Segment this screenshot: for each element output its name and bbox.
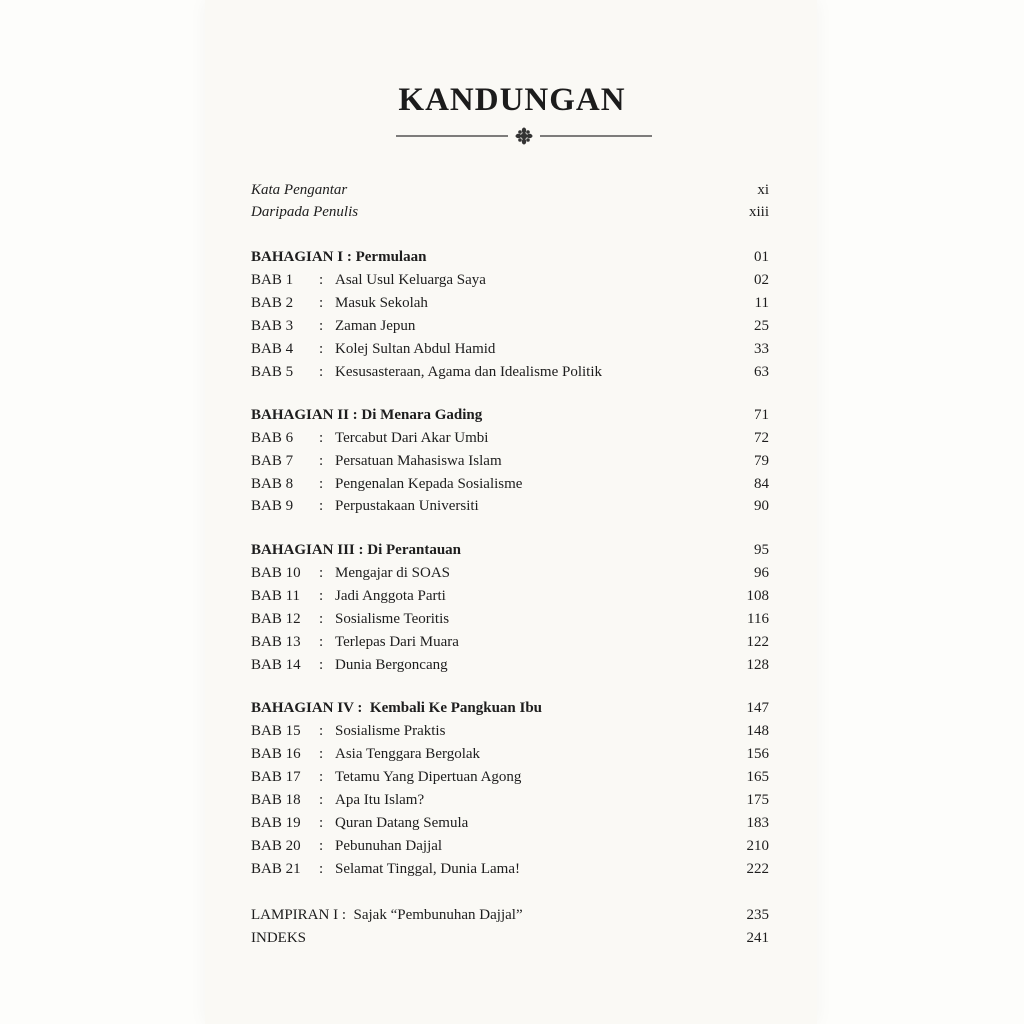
chapter-page: 72 — [754, 430, 769, 446]
separator-colon: : — [319, 723, 324, 739]
separator-colon: : — [319, 634, 324, 650]
toc-chapter-row[interactable] — [251, 495, 769, 517]
toc-chapter-row[interactable] — [251, 361, 769, 383]
toc-chapter-row[interactable] — [251, 292, 769, 314]
chapter-title: Asal Usul Keluarga Saya — [335, 272, 486, 288]
chapter-number: BAB 10 — [251, 565, 301, 581]
toc-chapter-row[interactable] — [251, 631, 769, 653]
separator-colon: : — [319, 364, 324, 380]
chapter-number: BAB 3 — [251, 318, 294, 334]
toc-chapter-row[interactable] — [251, 654, 769, 676]
chapter-number: BAB 9 — [251, 498, 294, 514]
toc-chapter-row[interactable] — [251, 315, 769, 337]
separator-colon: : — [319, 430, 324, 446]
chapter-page: 84 — [754, 476, 769, 492]
chapter-page: 148 — [746, 723, 769, 739]
chapter-page: 108 — [746, 588, 769, 604]
toc-index-row[interactable] — [251, 927, 769, 949]
toc-chapter-row[interactable] — [251, 720, 769, 742]
separator-colon: : — [319, 272, 324, 288]
chapter-page: 128 — [746, 657, 769, 673]
chapter-number: BAB 12 — [251, 611, 301, 627]
chapter-page: 79 — [754, 453, 769, 469]
index-label: INDEKS — [251, 930, 306, 946]
chapter-number: BAB 4 — [251, 341, 294, 357]
separator-colon: : — [319, 341, 324, 357]
chapter-number: BAB 2 — [251, 295, 294, 311]
chapter-page: 90 — [754, 498, 769, 514]
toc-chapter-row[interactable] — [251, 743, 769, 765]
chapter-number: BAB 15 — [251, 723, 301, 739]
chapter-title: Persatuan Mahasiswa Islam — [335, 453, 502, 469]
separator-colon: : — [319, 815, 324, 831]
chapter-number: BAB 11 — [251, 588, 301, 604]
separator-colon: : — [319, 565, 324, 581]
appendix-label: LAMPIRAN I : Sajak “Pembunuhan Dajjal” — [251, 907, 523, 923]
toc-chapter-row[interactable] — [251, 608, 769, 630]
separator-colon: : — [319, 498, 324, 514]
toc-chapter-row[interactable] — [251, 473, 769, 495]
chapter-title: Tetamu Yang Dipertuan Agong — [335, 769, 522, 785]
chapter-number: BAB 8 — [251, 476, 294, 492]
part-heading: BAHAGIAN IV : Kembali Ke Pangkuan Ibu — [251, 700, 543, 716]
chapter-title: Dunia Bergoncang — [335, 657, 448, 673]
chapter-page: 116 — [747, 611, 769, 627]
chapter-title: Selamat Tinggal, Dunia Lama! — [335, 861, 520, 877]
chapter-number: BAB 20 — [251, 838, 301, 854]
chapter-page: 11 — [754, 295, 769, 311]
toc-preface-row[interactable] — [251, 179, 769, 201]
part-page: 95 — [754, 542, 769, 558]
toc-part-heading[interactable] — [251, 697, 769, 719]
chapter-title: Terlepas Dari Muara — [335, 634, 459, 650]
preface-page: xiii — [748, 204, 769, 220]
chapter-title: Masuk Sekolah — [335, 295, 428, 311]
chapter-number: BAB 5 — [251, 364, 294, 380]
part-heading: BAHAGIAN III : Di Perantauan — [251, 542, 462, 558]
separator-colon: : — [319, 588, 324, 604]
toc-chapter-row[interactable] — [251, 766, 769, 788]
preface-label: Kata Pengantar — [251, 182, 348, 198]
chapter-number: BAB 7 — [251, 453, 294, 469]
separator-colon: : — [319, 746, 324, 762]
chapter-title: Apa Itu Islam? — [335, 792, 425, 808]
chapter-page: 183 — [746, 815, 769, 831]
toc-chapter-row[interactable] — [251, 427, 769, 449]
separator-colon: : — [319, 295, 324, 311]
chapter-page: 165 — [746, 769, 769, 785]
chapter-title: Mengajar di SOAS — [335, 565, 450, 581]
toc-chapter-row[interactable] — [251, 812, 769, 834]
toc-chapter-row[interactable] — [251, 789, 769, 811]
preface-page: xi — [757, 182, 769, 198]
separator-colon: : — [319, 657, 324, 673]
chapter-title: Tercabut Dari Akar Umbi — [335, 430, 489, 446]
chapter-page: 25 — [754, 318, 769, 334]
toc-chapter-row[interactable] — [251, 835, 769, 857]
chapter-page: 210 — [746, 838, 769, 854]
index-page: 241 — [746, 930, 769, 946]
separator-colon: : — [319, 769, 324, 785]
chapter-title: Kolej Sultan Abdul Hamid — [335, 341, 496, 357]
chapter-number: BAB 6 — [251, 430, 294, 446]
chapter-title: Sosialisme Teoritis — [335, 611, 450, 627]
chapter-number: BAB 18 — [251, 792, 301, 808]
separator-colon: : — [319, 861, 324, 877]
toc-chapter-row[interactable] — [251, 338, 769, 360]
chapter-number: BAB 14 — [251, 657, 301, 673]
chapter-title: Perpustakaan Universiti — [335, 498, 479, 514]
part-page: 147 — [746, 700, 769, 716]
toc-chapter-row[interactable] — [251, 562, 769, 584]
separator-colon: : — [319, 792, 324, 808]
chapter-title: Kesusasteraan, Agama dan Idealisme Politik — [335, 364, 603, 380]
toc-chapter-row[interactable] — [251, 269, 769, 291]
divider-ornament-icon — [396, 126, 652, 146]
chapter-page: 175 — [746, 792, 769, 808]
part-heading: BAHAGIAN I : Permulaan — [251, 249, 427, 265]
toc-chapter-row[interactable] — [251, 585, 769, 607]
part-page: 01 — [754, 249, 769, 265]
chapter-page: 156 — [746, 746, 769, 762]
chapter-title: Jadi Anggota Parti — [335, 588, 446, 604]
toc-preface-row[interactable] — [251, 201, 769, 223]
toc-chapter-row[interactable] — [251, 858, 769, 880]
toc-appendix-row[interactable] — [251, 904, 769, 926]
toc-part-heading[interactable] — [251, 246, 769, 268]
appendix-page: 235 — [746, 907, 769, 923]
chapter-title: Quran Datang Semula — [335, 815, 469, 831]
toc-part-heading[interactable] — [251, 404, 769, 426]
separator-colon: : — [319, 476, 324, 492]
chapter-number: BAB 13 — [251, 634, 301, 650]
chapter-number: BAB 17 — [251, 769, 301, 785]
chapter-title: Pengenalan Kepada Sosialisme — [335, 476, 523, 492]
chapter-page: 02 — [754, 272, 769, 288]
chapter-page: 122 — [746, 634, 769, 650]
chapter-title: Pebunuhan Dajjal — [335, 838, 443, 854]
chapter-page: 96 — [754, 565, 769, 581]
separator-colon: : — [319, 838, 324, 854]
preface-label: Daripada Penulis — [251, 204, 359, 220]
chapter-title: Zaman Jepun — [335, 318, 416, 334]
part-heading: BAHAGIAN II : Di Menara Gading — [251, 407, 483, 423]
separator-colon: : — [319, 611, 324, 627]
chapter-page: 222 — [746, 861, 769, 877]
separator-colon: : — [319, 453, 324, 469]
part-page: 71 — [754, 407, 769, 423]
toc-chapter-row[interactable] — [251, 450, 769, 472]
chapter-page: 63 — [754, 364, 769, 380]
chapter-title: Sosialisme Praktis — [335, 723, 446, 739]
chapter-number: BAB 16 — [251, 746, 301, 762]
toc-part-heading[interactable] — [251, 539, 769, 561]
chapter-page: 33 — [754, 341, 769, 357]
chapter-number: BAB 19 — [251, 815, 301, 831]
page-title: KANDUNGAN — [398, 82, 626, 118]
separator-colon: : — [319, 318, 324, 334]
chapter-number: BAB 1 — [251, 272, 294, 288]
chapter-number: BAB 21 — [251, 861, 301, 877]
chapter-title: Asia Tenggara Bergolak — [335, 746, 481, 762]
